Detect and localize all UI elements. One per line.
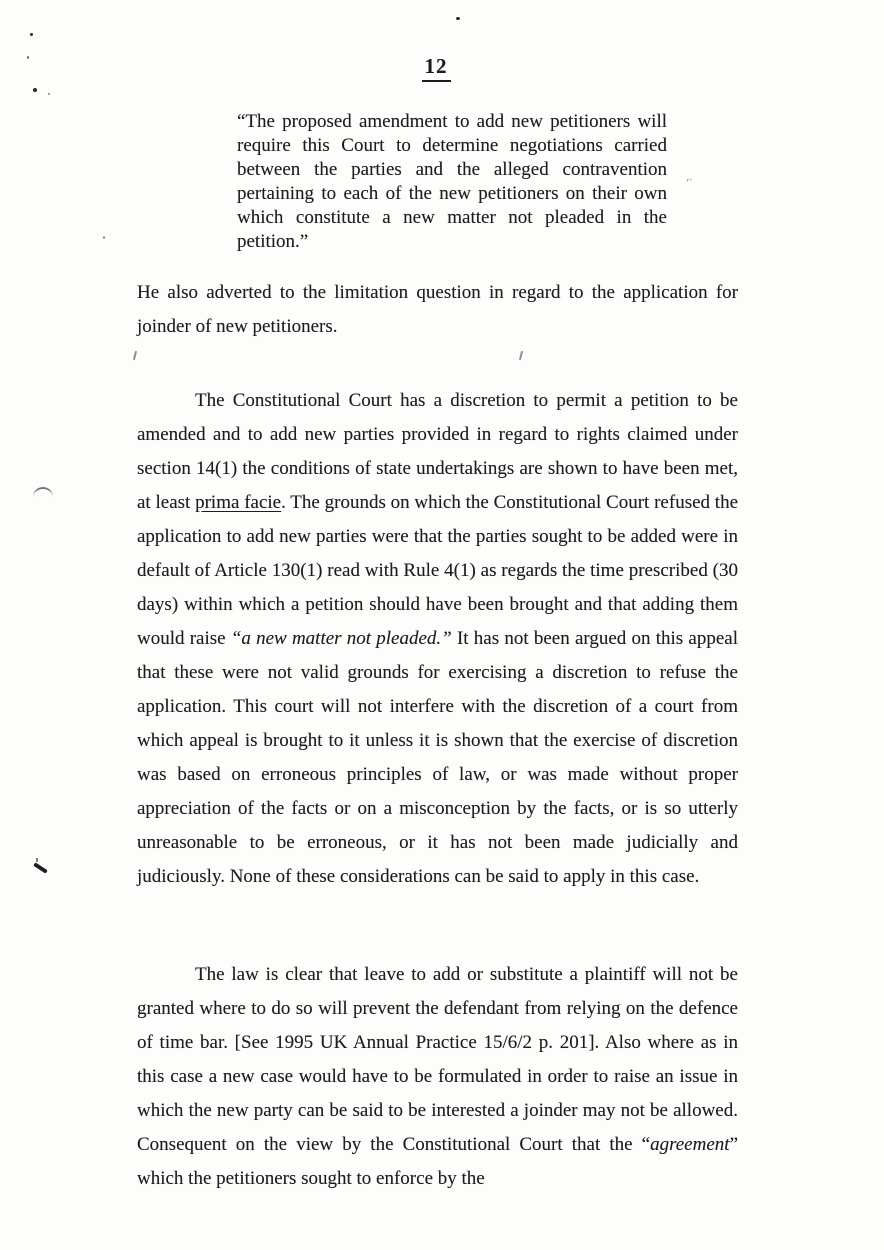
text-segment: agreement [650, 1134, 730, 1155]
scan-speck [33, 88, 37, 92]
text-segment: It has not been argued on this appeal that these were not valid grounds for exercising a discretion to refuse the application. This court will not interfere with the discretion of a court from which appeal is brought to it unless it is shown that the exercise of discretion was based on erroneous principles of law, or was made without proper appreciation of the facts or on a misconception by the facts, or is so utterly unreasonable to be erroneous, or it has not been made judicially and judiciously. None of these considerations can be said to apply in this case. [137, 628, 738, 887]
scan-speck [48, 93, 50, 95]
scan-margin-dash [33, 487, 53, 497]
text-segment: prima facie [195, 492, 282, 513]
scan-speck [456, 17, 460, 20]
paragraph-constitutional-court-discretion [137, 384, 738, 894]
text-segment: The law is clear that leave to add or substitute a plaintiff will not be granted where to do so will prevent the defendant from relying on the defence of time bar. [See 1995 UK Annual Practice 15/6/2 p. 201]. Also where as in this case a new case would have to be formulated in order to raise an issue in which the new party can be said to be interested a joinder may not be allowed. Consequent on the view by the Constitutional Court that the “ [137, 964, 738, 1155]
text-segment: . The grounds on which the Constitutional Court refused the application to add new parties were that the parties sought to be added were in default of Article 130(1) read with Rule 4(1) as regards the time prescribed (30 days) within which a petition should have been brought and that adding them would raise [137, 492, 739, 649]
scan-speck [30, 33, 33, 36]
paragraph-law-on-joinder [137, 958, 738, 1196]
block-quote: “The proposed amendment to add new petitioners will require this Court to determine negotiations carried between the parties and the alleged contravention pertaining to each of the new petitioners on their own which constitute a new matter not pleaded in the petition.” [237, 111, 667, 252]
text-segment: ” which the petitioners sought to enforce by the [137, 1134, 738, 1189]
text-segment: He also adverted to the limitation question in regard to the application for joinder of new petitioners. [137, 282, 738, 337]
scan-speck [36, 858, 38, 862]
text-segment: “a new matter not pleaded.” [230, 628, 452, 649]
paragraph-limitation-question [137, 276, 738, 344]
scan-slash-mark [519, 351, 523, 360]
scan-slash-mark [133, 351, 137, 360]
page-number: 12 [422, 54, 451, 82]
scan-speck [103, 236, 105, 239]
scan-pen-mark [33, 862, 48, 874]
scan-smudge: ʹʿ [686, 177, 693, 189]
page-header [0, 54, 884, 82]
text-segment: The Constitutional Court has a discretion to permit a petition to be amended and to add new parties provided in regard to rights claimed under section 14(1) the conditions of state undertakings are shown to have been met, at least [137, 390, 738, 513]
